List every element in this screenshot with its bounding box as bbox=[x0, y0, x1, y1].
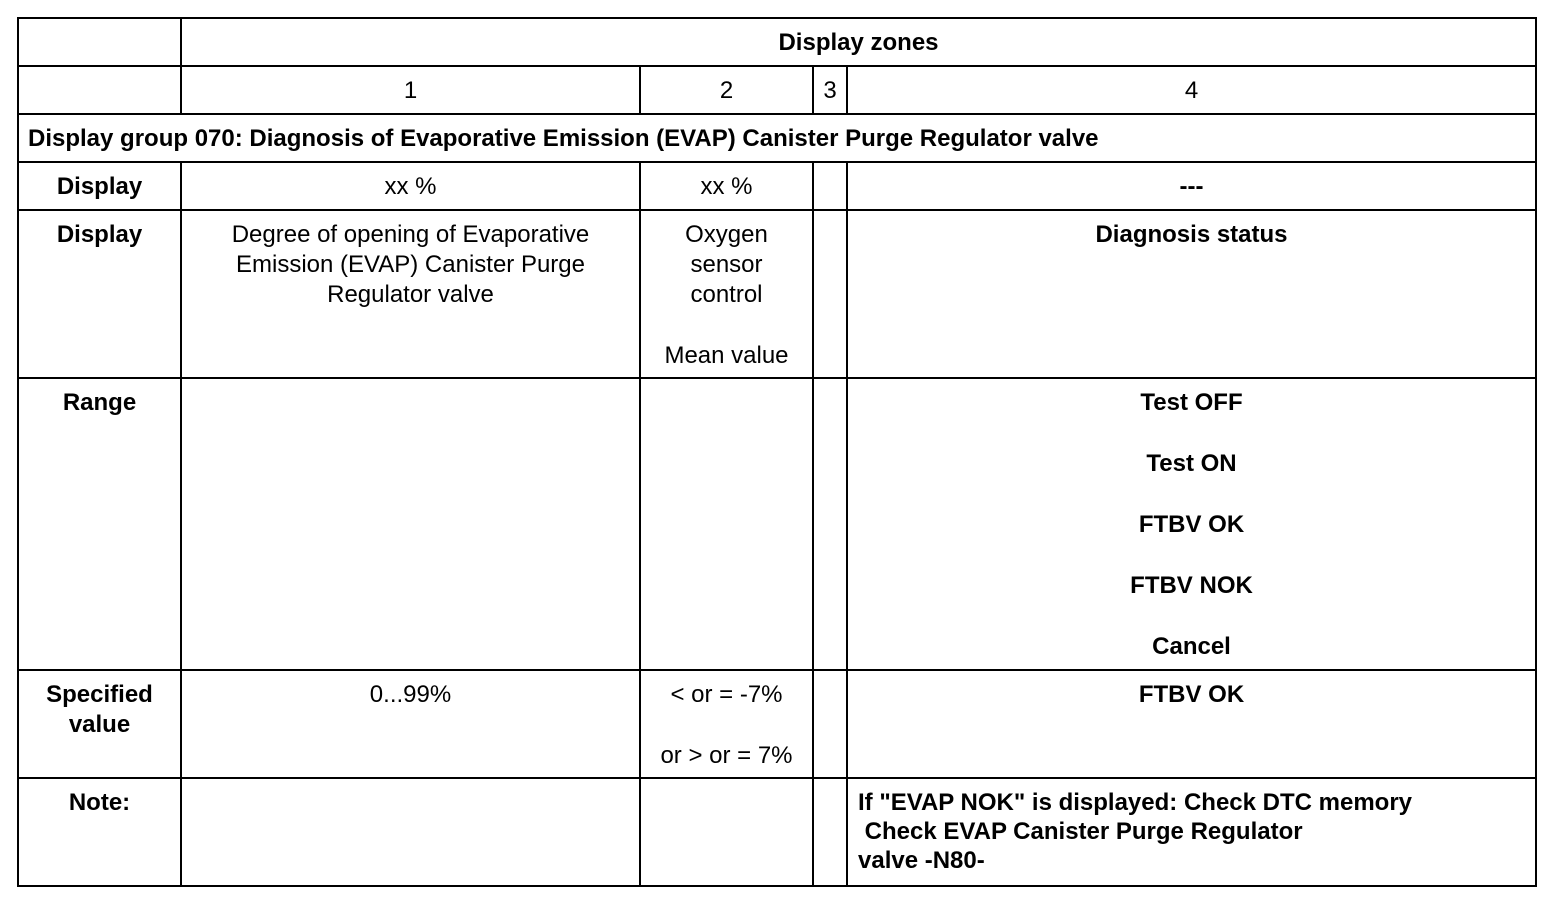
display-description-row bbox=[18, 210, 1536, 378]
note-row bbox=[18, 778, 1536, 886]
row-label-range: Range bbox=[18, 378, 181, 670]
note-zone-4 bbox=[847, 778, 1536, 886]
specified-zone-3 bbox=[813, 670, 847, 778]
note-line-3: valve -N80- bbox=[858, 847, 985, 874]
corner-cell bbox=[18, 18, 181, 66]
group-title: Display group 070: Diagnosis of Evaporative Emission (EVAP) Canister Purge Regulator valve bbox=[18, 114, 1536, 162]
zone-2-description bbox=[640, 210, 813, 378]
range-item: Cancel bbox=[1152, 633, 1231, 660]
zone-1-description-text: Degree of opening of Evaporative Emission (EVAP) Canister Purge Regulator valve bbox=[231, 221, 590, 308]
zone-2-mean-value: Mean value bbox=[664, 342, 789, 369]
note-zone-3 bbox=[813, 778, 847, 886]
zone-1-description bbox=[181, 210, 640, 378]
row-label-note: Note: bbox=[18, 778, 181, 886]
display-zone-3-value bbox=[813, 162, 847, 210]
zone-3-header: 3 bbox=[813, 66, 847, 114]
zone-4-description: Diagnosis status bbox=[847, 210, 1536, 378]
range-zone-4 bbox=[847, 378, 1536, 670]
header-row bbox=[18, 18, 1536, 66]
note-zone-1 bbox=[181, 778, 640, 886]
specified-zone-2 bbox=[640, 670, 813, 778]
row-label-display-desc: Display bbox=[18, 210, 181, 378]
range-zone-3 bbox=[813, 378, 847, 670]
range-row bbox=[18, 378, 1536, 670]
specified-zone-4: FTBV OK bbox=[847, 670, 1536, 778]
display-values-row bbox=[18, 162, 1536, 210]
specified-zone-1: 0...99% bbox=[181, 670, 640, 778]
zone-2-line-3: control bbox=[690, 281, 763, 308]
display-zone-4-value: --- bbox=[847, 162, 1536, 210]
note-line-1: If "EVAP NOK" is displayed: Check DTC memory bbox=[858, 789, 1413, 816]
corner-cell-2 bbox=[18, 66, 181, 114]
range-item: FTBV NOK bbox=[1130, 572, 1253, 599]
row-label-display: Display bbox=[18, 162, 181, 210]
range-zone-1 bbox=[181, 378, 640, 670]
range-zone-2 bbox=[640, 378, 813, 670]
zone-2-line-2: sensor bbox=[690, 251, 763, 278]
display-zone-1-value: xx % bbox=[181, 162, 640, 210]
zone-2-header: 2 bbox=[640, 66, 813, 114]
zone-1-header: 1 bbox=[181, 66, 640, 114]
range-item: Test ON bbox=[1146, 450, 1237, 477]
range-item: Test OFF bbox=[1140, 389, 1243, 416]
specified-label-line-2: value bbox=[68, 711, 131, 738]
specified-zone-2-line-2: or > or = 7% bbox=[660, 742, 793, 769]
specified-label-line-1: Specified bbox=[46, 681, 153, 708]
zone-number-row bbox=[18, 66, 1536, 114]
display-zone-2-value: xx % bbox=[640, 162, 813, 210]
specified-value-row bbox=[18, 670, 1536, 778]
display-group-table bbox=[17, 17, 1537, 887]
row-label-specified bbox=[18, 670, 181, 778]
note-line-2: Check EVAP Canister Purge Regulator bbox=[858, 818, 1303, 845]
zone-2-line-1: Oxygen bbox=[685, 221, 768, 248]
zone-3-description bbox=[813, 210, 847, 378]
range-item: FTBV OK bbox=[1138, 511, 1245, 538]
specified-zone-2-line-1: < or = -7% bbox=[670, 681, 783, 708]
note-zone-2 bbox=[640, 778, 813, 886]
group-title-row bbox=[18, 114, 1536, 162]
display-zones-header: Display zones bbox=[181, 18, 1536, 66]
zone-4-header: 4 bbox=[847, 66, 1536, 114]
